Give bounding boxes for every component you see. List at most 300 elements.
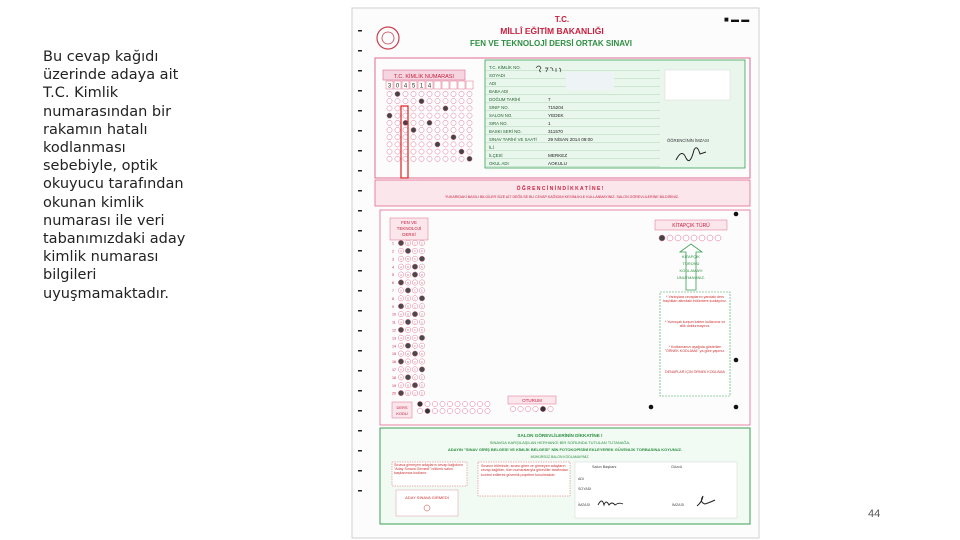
booklet-reminder-line: TÜRÜNÜ bbox=[682, 261, 700, 266]
answer-bubble bbox=[405, 343, 410, 348]
answer-bubble bbox=[398, 304, 403, 309]
ders-kodu-bubble bbox=[470, 401, 475, 406]
subject-box-label: DERSİ bbox=[402, 232, 416, 237]
tc-bubble bbox=[395, 113, 400, 118]
registration-dot bbox=[734, 405, 739, 410]
timing-mark bbox=[358, 250, 362, 252]
tc-digit-box bbox=[466, 81, 473, 89]
ders-kodu-bubble bbox=[462, 408, 467, 413]
tc-digit: 0 bbox=[395, 83, 400, 90]
answer-option-letter: A bbox=[399, 272, 403, 277]
answer-option-letter: A bbox=[399, 265, 403, 269]
tc-bubble bbox=[395, 135, 400, 140]
ders-kodu-bubble bbox=[485, 408, 490, 413]
instruction-item bbox=[662, 295, 728, 319]
tc-bubble bbox=[459, 113, 464, 118]
answer-option-letter: D bbox=[420, 272, 424, 277]
answer-option-letter: A bbox=[399, 351, 403, 356]
timing-mark bbox=[358, 70, 362, 72]
sig-signature-label-2: İMZASI bbox=[672, 503, 684, 507]
question-number: 15 bbox=[392, 352, 396, 357]
proctor-label: Gözcü bbox=[671, 465, 682, 469]
oturum-bubble bbox=[533, 406, 538, 411]
info-label: BABA ADI bbox=[489, 89, 509, 94]
ders-kodu-bubble bbox=[417, 401, 422, 406]
tc-bubble bbox=[467, 113, 472, 118]
answer-option-letter: D bbox=[420, 320, 424, 325]
answer-bubble bbox=[398, 359, 403, 364]
ders-kodu-bubble bbox=[470, 408, 475, 413]
exam-title: FEN VE TEKNOLOJİ DERSİ ORTAK SINAVI bbox=[470, 39, 632, 48]
caption-line: üzerinde adaya ait bbox=[43, 67, 179, 84]
instructions bbox=[662, 295, 728, 394]
tc-bubble bbox=[443, 149, 448, 154]
tc-bubble bbox=[451, 149, 456, 154]
booklet-bubble bbox=[659, 235, 665, 241]
tc-bubble bbox=[467, 106, 472, 111]
answer-option-letter: B bbox=[406, 367, 410, 372]
question-number: 16 bbox=[392, 360, 396, 365]
info-label: DOĞUM TARİHİ bbox=[489, 97, 521, 102]
caption-line: kodlanması bbox=[43, 140, 126, 157]
answer-option-letter: B bbox=[406, 383, 410, 388]
answer-option-letter: A bbox=[399, 312, 403, 317]
question-number: 10 bbox=[392, 312, 396, 317]
booklet-reminder-line: KODLAMAYI bbox=[679, 268, 703, 273]
answer-bubble bbox=[412, 264, 417, 269]
tc-bubble bbox=[387, 156, 392, 161]
answer-option-letter: C bbox=[413, 296, 417, 301]
tc-bubble bbox=[395, 99, 400, 104]
caption-line: rakamın hatalı bbox=[43, 121, 148, 138]
tc-bubble bbox=[419, 113, 424, 118]
tc-bubble bbox=[451, 142, 456, 147]
timing-mark bbox=[358, 30, 362, 32]
tc-bubble bbox=[467, 135, 472, 140]
tc-bubble bbox=[443, 120, 448, 125]
answer-bubble bbox=[398, 240, 403, 245]
tc-bubble bbox=[403, 99, 408, 104]
ders-kodu-bubble bbox=[417, 408, 422, 413]
tc-bubble bbox=[451, 106, 456, 111]
booklet-bubble bbox=[715, 235, 721, 241]
question-number: 6 bbox=[392, 281, 394, 286]
answer-option-letter: B bbox=[406, 280, 410, 285]
tc-bubble bbox=[451, 156, 456, 161]
booklet-bubble bbox=[675, 235, 681, 241]
info-label: İLÇESİ bbox=[489, 153, 503, 158]
info-label: SINIF NO. bbox=[489, 105, 509, 110]
answer-bubble bbox=[398, 390, 403, 395]
instruction-text: * Yanlışlara cevaplarını yandaki ders başlıkları altındaki bölümlere kodlayınız. bbox=[663, 295, 727, 304]
tc-bubble bbox=[451, 113, 456, 118]
timing-mark bbox=[358, 290, 362, 292]
tc-bubble bbox=[467, 149, 472, 154]
tc-bubble bbox=[443, 106, 448, 111]
info-value: 311570 bbox=[548, 129, 563, 134]
tc-bubble bbox=[443, 127, 448, 132]
salon-title: SALON GÖREVLİLERİNİN DİKKATİNE ! bbox=[517, 433, 603, 438]
tc-bubble bbox=[459, 99, 464, 104]
tc-bubble bbox=[443, 142, 448, 147]
question-number: 4 bbox=[392, 265, 394, 270]
subject-box bbox=[390, 218, 428, 240]
question-number: 19 bbox=[392, 383, 396, 388]
answer-option-letter: A bbox=[399, 344, 403, 348]
tc-bubble bbox=[451, 127, 456, 132]
tc-bubble bbox=[419, 135, 424, 140]
left-note: Sınava girmeyen adayların cevap kağıdının "Aday Sınava Girmedi" bölümü salon başkanınca kodlanır. bbox=[394, 463, 464, 476]
answer-option-letter: D bbox=[420, 241, 424, 246]
tc-bubble bbox=[403, 120, 408, 125]
booklet-bubble bbox=[707, 235, 713, 241]
salon-line2: ADAYIN "SINAV GİRİŞ BELGESİ VE KİMLİK BELGESİ" NİN FOTOKOPİSİNİ EKLEYEREK GÜVENLİK TORBASINA KOYUNUZ. bbox=[447, 447, 683, 452]
sig-name-label: ADI bbox=[578, 477, 584, 481]
answer-option-letter: C bbox=[413, 280, 417, 285]
answer-option-letter: C bbox=[413, 288, 417, 293]
question-number: 12 bbox=[392, 328, 396, 333]
answer-option-letter: C bbox=[413, 391, 417, 396]
instruction-item bbox=[662, 320, 728, 344]
ders-kodu-bubble bbox=[425, 408, 430, 413]
answer-bubble bbox=[412, 383, 417, 388]
timing-mark bbox=[358, 410, 362, 412]
timing-mark bbox=[358, 330, 362, 332]
question-number: 20 bbox=[392, 391, 396, 396]
answer-option-letter: C bbox=[413, 320, 417, 325]
answer-option-letter: B bbox=[406, 272, 410, 277]
info-label: T.C. KİMLİK NO. bbox=[489, 65, 521, 70]
registration-dot bbox=[734, 212, 739, 217]
salon-line3: MÜHÜRSÜZ BALON KODLAMAYINIZ. bbox=[530, 455, 590, 459]
caption-line: okuyucu tarafından bbox=[43, 176, 184, 193]
tc-digit: 1 bbox=[419, 83, 424, 90]
tc-bubble bbox=[459, 91, 464, 96]
tc-bubble bbox=[411, 149, 416, 154]
tc-bubble bbox=[411, 120, 416, 125]
tc-bubble bbox=[387, 149, 392, 154]
caption-line: kimlik numarası bbox=[43, 249, 159, 266]
tc-bubble bbox=[395, 127, 400, 132]
answer-option-letter: C bbox=[413, 304, 417, 309]
answer-option-letter: A bbox=[399, 383, 403, 388]
timing-mark bbox=[358, 170, 362, 172]
answer-option-letter: C bbox=[413, 257, 417, 262]
ministry-name: MİLLÎ EĞİTİM BAKANLIĞI bbox=[500, 26, 604, 36]
tc-bubble bbox=[403, 142, 408, 147]
booklet-type-label: KİTAPÇIK TÜRÜ bbox=[672, 223, 710, 229]
tc-bubble bbox=[427, 135, 432, 140]
tc-bubble bbox=[435, 106, 440, 111]
tc-bubble bbox=[435, 91, 440, 96]
answer-option-letter: D bbox=[420, 391, 424, 396]
answer-option-letter: C bbox=[413, 336, 417, 341]
answer-option-letter: B bbox=[406, 391, 410, 396]
info-label: SOYADI bbox=[489, 73, 505, 78]
answer-option-letter: B bbox=[406, 336, 410, 341]
tc-bubble bbox=[403, 91, 408, 96]
salon-head-label: Salon Başkanı bbox=[592, 465, 617, 469]
tc-bubble bbox=[459, 120, 464, 125]
caption-line: okunan kimlik bbox=[43, 194, 144, 211]
timing-mark bbox=[358, 130, 362, 132]
ders-kodu-bubble bbox=[447, 408, 452, 413]
ders-kodu-label-2: KODU bbox=[396, 411, 408, 416]
booklet-reminder-line: KİTAPÇIK bbox=[682, 254, 700, 259]
answer-bubble bbox=[419, 256, 424, 261]
tc-bubble bbox=[427, 127, 432, 132]
answer-option-letter: C bbox=[413, 344, 417, 348]
answer-option-letter: B bbox=[406, 359, 410, 364]
page-number: 44 bbox=[868, 508, 881, 520]
ders-kodu-label-1: DERS bbox=[396, 405, 408, 410]
tc-digit-box bbox=[450, 81, 457, 89]
tc-bubble bbox=[435, 127, 440, 132]
tc-bubble bbox=[467, 91, 472, 96]
caption-line: numarası ile veri bbox=[43, 212, 165, 229]
tc-bubble bbox=[435, 120, 440, 125]
question-number: 8 bbox=[392, 296, 394, 301]
answer-option-letter: A bbox=[399, 288, 403, 293]
booklet-bubble bbox=[699, 235, 705, 241]
info-value: AOKULU bbox=[548, 161, 567, 166]
question-number: 5 bbox=[392, 273, 394, 278]
ders-kodu-bubble bbox=[447, 401, 452, 406]
oturum-bubble bbox=[525, 406, 530, 411]
tc-bubble bbox=[411, 99, 416, 104]
tc-bubble bbox=[411, 127, 416, 132]
question-number: 2 bbox=[392, 249, 394, 254]
tc-bubble bbox=[467, 142, 472, 147]
photo-placeholder bbox=[566, 72, 614, 90]
timing-mark bbox=[358, 310, 362, 312]
tc-bubble bbox=[411, 106, 416, 111]
header-marks: ■ ▬ ▬ bbox=[724, 15, 750, 24]
tc-bubble bbox=[467, 120, 472, 125]
tc-bubble bbox=[387, 120, 392, 125]
tc-bubble bbox=[387, 135, 392, 140]
tc-digit: 3 bbox=[387, 83, 392, 90]
tc-bubble bbox=[427, 156, 432, 161]
subject-box-label: TEKNOLOJİ bbox=[396, 226, 422, 231]
tc-bubble bbox=[467, 127, 472, 132]
timing-mark bbox=[358, 490, 362, 492]
tc-bubble bbox=[467, 99, 472, 104]
answer-bubble bbox=[405, 375, 410, 380]
tc-bubble bbox=[427, 99, 432, 104]
answer-bubble bbox=[405, 319, 410, 324]
oturum-bubble bbox=[548, 406, 553, 411]
tc-bubble bbox=[459, 149, 464, 154]
tc-bubble bbox=[443, 91, 448, 96]
tc-bubble bbox=[451, 91, 456, 96]
question-number: 17 bbox=[392, 368, 396, 372]
info-value: 7 bbox=[548, 97, 551, 102]
answer-option-letter: A bbox=[399, 296, 403, 301]
timing-mark bbox=[358, 450, 362, 452]
instruction-text: DENAPLAR İÇİN ÖRNEK KODLAMA bbox=[665, 370, 725, 374]
tc-bubble bbox=[427, 91, 432, 96]
answer-option-letter: B bbox=[406, 351, 410, 356]
mid-note: Sınavın bitiminde, sınavı giren ve girmeyen adayların cevap kağıtları, tüm numaralarıyla görevliler tarafından kontrol edilerek güvenlik poşetine konulmalıdır. bbox=[481, 464, 568, 477]
instruction-item bbox=[662, 370, 728, 394]
timing-mark bbox=[358, 230, 362, 232]
tc-digit-boxes bbox=[386, 81, 473, 90]
instruction-item bbox=[662, 345, 728, 369]
tc-bubble bbox=[459, 142, 464, 147]
tc-bubble bbox=[435, 142, 440, 147]
tc-bubble bbox=[403, 156, 408, 161]
tc-bubble bbox=[427, 142, 432, 147]
tc-bubble bbox=[387, 106, 392, 111]
tc-bubble bbox=[387, 91, 392, 96]
answer-option-letter: D bbox=[420, 249, 424, 254]
answer-bubble bbox=[405, 248, 410, 253]
tc-bubble bbox=[419, 156, 424, 161]
tc-bubble bbox=[435, 135, 440, 140]
ders-kodu-bubble bbox=[455, 401, 460, 406]
tc-digit: 5 bbox=[411, 83, 416, 90]
tc-bubble bbox=[411, 135, 416, 140]
sig-signature-label: İMZASI bbox=[578, 503, 590, 507]
tc-bubble bbox=[419, 120, 424, 125]
caption-line: tabanımızdaki aday bbox=[43, 231, 186, 248]
student-signature-label: ÖĞRENCİNİN İMZASI bbox=[667, 138, 709, 143]
attention-text: YUKARIDAKİ BASILI BİLGİLER SİZE AİT DEĞİLSE BU CEVAP KAĞIDINI KESİNLİKLE KULLANMAYINIZ. SALON GÖREVLİLERİNE BİLDİRİNİZ. bbox=[445, 195, 679, 199]
caption-line: sebebiyle, optik bbox=[43, 158, 158, 175]
answer-option-letter: D bbox=[420, 383, 424, 388]
question-number: 14 bbox=[392, 344, 396, 349]
tc-bubble bbox=[459, 156, 464, 161]
answer-option-letter: A bbox=[399, 320, 403, 325]
registration-dot bbox=[649, 405, 654, 410]
tc-bubble bbox=[403, 127, 408, 132]
tc-bubble bbox=[411, 113, 416, 118]
ders-kodu-bubble bbox=[440, 401, 445, 406]
answer-option-letter: D bbox=[420, 304, 424, 309]
answer-option-letter: D bbox=[420, 344, 424, 348]
ders-kodu-bubble bbox=[477, 401, 482, 406]
tc-bubble bbox=[395, 120, 400, 125]
attention-bar bbox=[375, 180, 750, 206]
answer-option-letter: B bbox=[406, 296, 410, 301]
ders-kodu-bubble bbox=[440, 408, 445, 413]
oturum-label: OTURUM bbox=[522, 398, 542, 403]
timing-mark bbox=[358, 470, 362, 472]
oturum-bubble bbox=[518, 406, 523, 411]
timing-mark bbox=[358, 390, 362, 392]
question-number: 13 bbox=[392, 336, 396, 341]
answer-option-letter: A bbox=[399, 367, 403, 372]
answer-bubble bbox=[419, 367, 424, 372]
answer-option-letter: D bbox=[420, 375, 424, 380]
sig-surname-label: SOYADI bbox=[578, 487, 592, 491]
timing-mark bbox=[358, 350, 362, 352]
tc-bubble bbox=[395, 156, 400, 161]
ders-kodu-bubble bbox=[432, 408, 437, 413]
answer-option-letter: A bbox=[399, 336, 403, 341]
timing-mark bbox=[358, 270, 362, 272]
tc-bubble bbox=[403, 135, 408, 140]
info-value: YEDEK bbox=[548, 113, 564, 118]
tc-bubble bbox=[435, 149, 440, 154]
salon-line1: SINAVDA KARŞILAŞILAN HERHANGİ BİR SORUNDA TUTULAN TUTANAĞA, bbox=[489, 440, 631, 445]
tc-bubble bbox=[403, 113, 408, 118]
answer-option-letter: B bbox=[406, 312, 410, 317]
info-value: MERKEZ bbox=[548, 153, 568, 158]
tc-bubble bbox=[443, 135, 448, 140]
registration-dot bbox=[734, 358, 739, 363]
answer-option-letter: C bbox=[413, 375, 417, 380]
answer-option-letter: B bbox=[406, 304, 410, 309]
answer-option-letter: D bbox=[420, 351, 424, 356]
tc-bubble bbox=[443, 99, 448, 104]
absent-label: ADAY SINAVA GİRMEDİ bbox=[405, 495, 449, 500]
tc-bubble bbox=[411, 91, 416, 96]
answer-option-letter: C bbox=[413, 241, 417, 246]
question-number: 11 bbox=[392, 320, 396, 325]
info-label: SINAV TARİHİ VE SAATİ bbox=[489, 137, 537, 142]
answer-bubble bbox=[412, 272, 417, 277]
signature-table bbox=[575, 462, 737, 518]
tc-bubble bbox=[427, 106, 432, 111]
oturum-bubble bbox=[540, 406, 545, 411]
answer-bubble bbox=[398, 280, 403, 285]
info-label: İLİ bbox=[489, 145, 494, 150]
answer-option-letter: C bbox=[413, 359, 417, 364]
tc-bubble bbox=[411, 156, 416, 161]
tc-bubble bbox=[459, 106, 464, 111]
answer-bubble bbox=[412, 351, 417, 356]
timing-mark bbox=[358, 110, 362, 112]
answer-option-letter: D bbox=[420, 265, 424, 269]
ders-kodu-bubble bbox=[462, 401, 467, 406]
answer-option-letter: B bbox=[406, 257, 410, 262]
info-value: 1 bbox=[548, 121, 551, 126]
ders-kodu-bubble bbox=[485, 401, 490, 406]
info-value: 715204 bbox=[548, 105, 564, 110]
question-number: 9 bbox=[392, 304, 394, 309]
tc-digit-box bbox=[434, 81, 441, 89]
answer-option-letter: D bbox=[420, 359, 424, 364]
tc-bubble bbox=[435, 113, 440, 118]
timing-mark bbox=[358, 430, 362, 432]
tc-bubble bbox=[411, 142, 416, 147]
tc-bubble bbox=[435, 99, 440, 104]
answer-bubble bbox=[412, 311, 417, 316]
answer-option-letter: B bbox=[406, 241, 410, 246]
tc-bubble bbox=[387, 127, 392, 132]
question-number: 7 bbox=[392, 289, 394, 293]
answer-option-letter: D bbox=[420, 328, 424, 333]
ders-kodu-bubble bbox=[455, 408, 460, 413]
instruction-text: * Kodlamanızı aşağıda gösterilen "ÖRNEK KODLAMA" ya göre yapınız. bbox=[664, 345, 726, 354]
tc-bubble bbox=[403, 149, 408, 154]
tc-bubble bbox=[387, 142, 392, 147]
caption-line: Bu cevap kağıdı bbox=[43, 49, 159, 65]
tc-bubble bbox=[395, 149, 400, 154]
tc-bubble bbox=[395, 106, 400, 111]
timing-mark bbox=[358, 370, 362, 372]
tc-bubble bbox=[435, 156, 440, 161]
tc-bubble bbox=[467, 156, 472, 161]
tc-bubble bbox=[387, 99, 392, 104]
tc-bubble bbox=[451, 135, 456, 140]
tc-digit: 4 bbox=[403, 83, 408, 90]
answer-option-letter: D bbox=[420, 280, 424, 285]
question-number: 18 bbox=[392, 375, 396, 380]
tc-bubble bbox=[387, 113, 392, 118]
